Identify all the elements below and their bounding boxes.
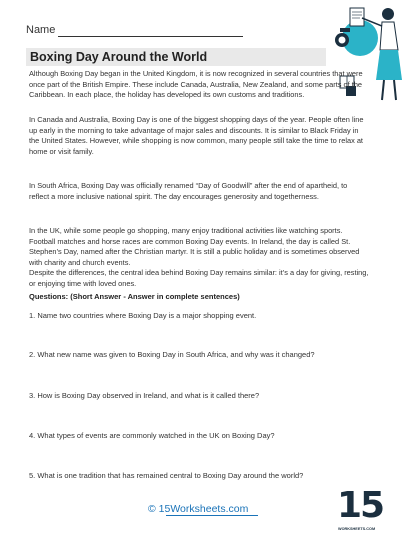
logo-text: WORKSHEETS.COM [338,527,376,531]
paragraph-conclusion: Despite the differences, the central idea behind Boxing Day remains similar: it’s a day for giving, resting, or enjoying time with loved ones. [29,268,369,288]
paragraph-south-africa: In South Africa, Boxing Day was officially renamed “Day of Goodwill” after the end of apartheid, to reflect a more inclusive national spirit. The day encourages generosity and togetherness. [29,181,348,201]
question-2: 2. What new name was given to Boxing Day in South Africa, and why was it changed? [29,350,315,359]
name-field[interactable] [58,36,243,37]
copyright-underline [166,515,258,516]
question-3: 3. How is Boxing Day observed in Ireland, and what is it called there? [29,391,260,400]
paragraph-uk-ireland: In the UK, while some people go shopping, many enjoy traditional activities like watching sports. Football matches and horse races are common Boxing Day events. In Ireland, the day is called St. Stephen’s Day, named after the Christian martyr. It is still a public holiday and is sometimes observed with charity and church events. [29,226,360,267]
question-4: 4. What types of events are commonly watched in the UK on Boxing Day? [29,431,275,440]
paragraph-canada-australia: In Canada and Australia, Boxing Day is one of the biggest shopping days of the year. People often line up early in the morning to take advantage of major sales and discounts. It is similar to Black Friday in the United States. However, while shopping is now common, many people still take the time to relax at home or visit family. [29,115,364,156]
question-5: 5. What is one tradition that has remained central to Boxing Day around the world? [29,471,304,480]
name-label: Name [26,24,56,36]
copyright-link[interactable]: © 15Worksheets.com [148,503,249,515]
question-1: 1. Name two countries where Boxing Day is a major shopping event. [29,311,257,320]
questions-header: Questions: (Short Answer - Answer in complete sentences) [29,292,240,301]
page-title: Boxing Day Around the World [30,50,208,64]
paragraph-intro: Although Boxing Day began in the United Kingdom, it is now recognized in several countries that were once part of the British Empire. These include Canada, Australia, New Zealand, and some parts of the Caribbean. In each place, the holiday has developed its own customs and traditions. [29,69,363,100]
logo-number: 15 [337,485,384,526]
